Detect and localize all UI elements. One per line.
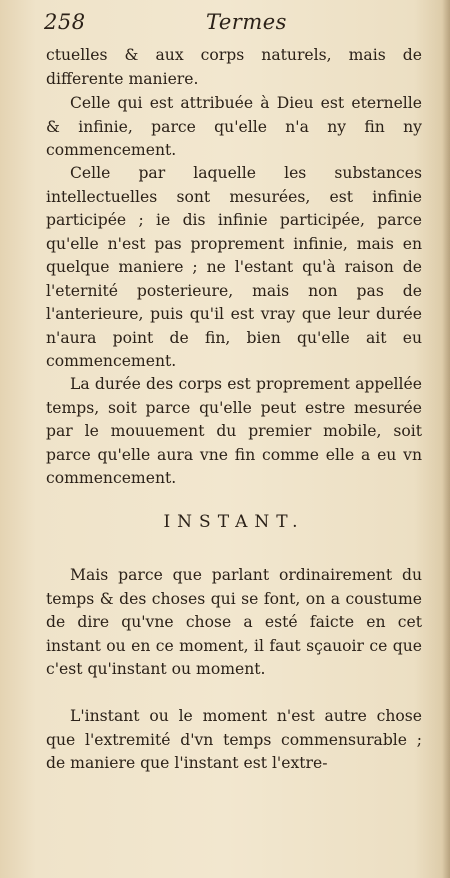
running-head: Termes [206, 10, 287, 34]
paragraph-continuation: ctuelles & aux corps naturels, mais de differente maniere. [46, 46, 422, 88]
page-edge-shadow [442, 0, 450, 878]
page-number: 258 [44, 10, 86, 34]
page-header [44, 6, 424, 36]
paragraph-instant-intro: Mais parce que parlant ordinairement du temps & des choses qui se font, on a coustume de dire qu'vne chose a esté faicte en cet instant ou en ce moment, il faut sçauoir ce que c'est qu'instant ou moment. [46, 566, 422, 678]
paragraph-instant-definition: L'instant ou le moment n'est autre chose que l'extremité d'vn temps commensurable ; de maniere que l'instant est l'extre- [46, 707, 422, 772]
section-heading: INSTANT. [163, 512, 305, 532]
paragraph-eternity: Celle qui est attribuée à Dieu est eternelle & infinie, parce qu'elle n'a ny fin ny commencement. [46, 94, 422, 159]
paragraph-intellectual-substances: Celle par laquelle les substances intellectuelles sont mesurées, est infinie participée ; ie dis infinie participée, parce qu'elle n'est pas proprement infinie, mais en quelque maniere ; ne l'estant qu'à raison de l'eternité posterieure, mais non pas de l'anterieure, puis qu'il est vray que leur durée n'aura point de fin, bien qu'elle ait eu commencement. [46, 164, 422, 370]
paragraph-time: La durée des corps est proprement appellée temps, soit parce qu'elle peut estre mesurée par le mouuement du premier mobile, soit parce qu'elle aura vne fin comme elle a eu vn commencement. [46, 375, 422, 487]
